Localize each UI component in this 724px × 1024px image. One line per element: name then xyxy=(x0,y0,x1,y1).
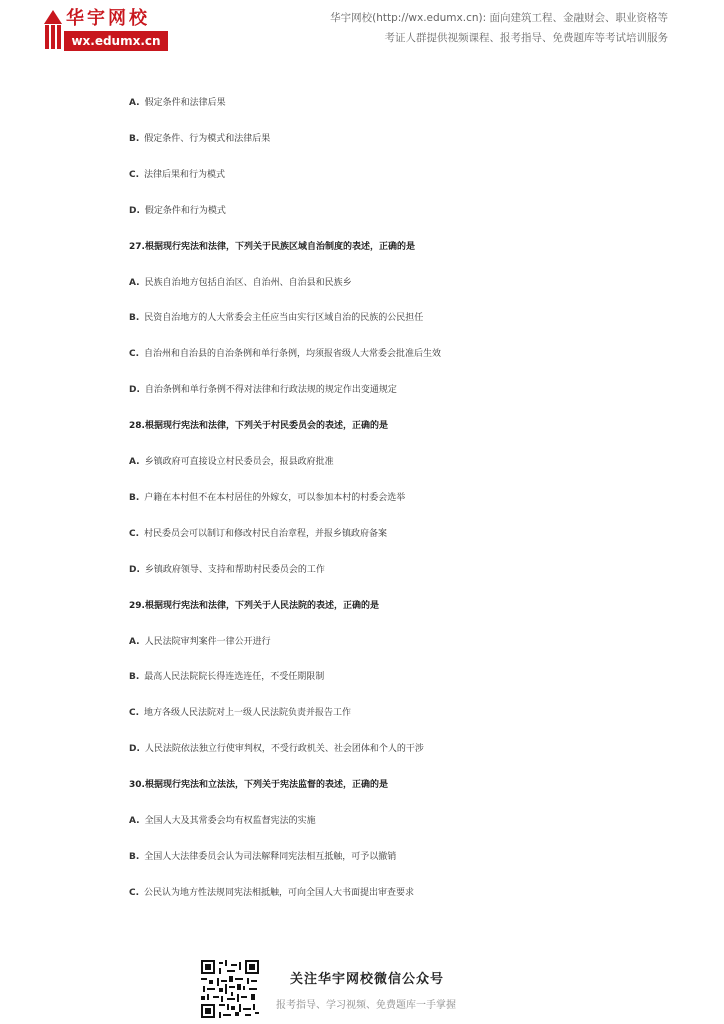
answer-option xyxy=(129,311,423,325)
answer-option xyxy=(129,204,226,218)
header-tagline-1: 华宇网校(http://wx.edumx.cn): 面向建筑工程、金融财会、职业资格等 xyxy=(330,12,668,24)
answer-option xyxy=(129,168,225,182)
option-letter: B. xyxy=(129,852,140,862)
page-header xyxy=(0,0,724,60)
answer-option xyxy=(129,742,424,756)
logo-chinese-name: 华宇网校 xyxy=(66,8,150,29)
option-letter: D. xyxy=(129,744,140,754)
option-text: 乡镇政府领导、支持和帮助村民委员会的工作 xyxy=(144,565,325,575)
answer-option xyxy=(129,132,270,146)
option-letter: A. xyxy=(129,816,140,826)
answer-option xyxy=(129,347,441,361)
option-letter: D. xyxy=(129,565,140,575)
option-text: 自治条例和单行条例不得对法律和行政法规的规定作出变通规定 xyxy=(144,385,397,395)
header-tagline-2: 考证人群提供视频课程、报考指导、免费题库等考试培训服务 xyxy=(384,32,668,44)
option-text: 民族自治地方包括自治区、自治州、自治县和民族乡 xyxy=(144,278,352,288)
question-stem: 28.根据现行宪法和法律，下列关于村民委员会的表述，正确的是 xyxy=(129,421,388,431)
footer-title: 关注华宇网校微信公众号 xyxy=(290,972,445,987)
answer-option xyxy=(129,814,316,828)
answer-option xyxy=(129,886,414,900)
logo-url: wx.edumx.cn xyxy=(64,31,168,51)
pencil-logo-icon xyxy=(42,10,64,50)
option-letter: B. xyxy=(129,672,140,682)
option-letter: D. xyxy=(129,206,140,216)
option-text: 全国人大法律委员会认为司法解释同宪法相互抵触，可予以撤销 xyxy=(144,852,397,862)
option-letter: A. xyxy=(129,637,140,647)
option-text: 法律后果和行为模式 xyxy=(144,170,226,180)
option-text: 地方各级人民法院对上一级人民法院负责并报告工作 xyxy=(144,708,352,718)
option-letter: C. xyxy=(129,708,140,718)
answer-option xyxy=(129,455,334,469)
answer-option xyxy=(129,276,352,290)
answer-option xyxy=(129,527,387,541)
option-text: 假定条件和行为模式 xyxy=(144,206,226,216)
option-letter: B. xyxy=(129,134,140,144)
option-letter: A. xyxy=(129,278,140,288)
option-text: 户籍在本村但不在本村居住的外嫁女，可以参加本村的村委会选举 xyxy=(144,493,406,503)
answer-option xyxy=(129,383,397,397)
option-text: 公民认为地方性法规同宪法相抵触，可向全国人大书面提出审查要求 xyxy=(144,888,415,898)
question-stem: 30.根据现行宪法和立法法，下列关于宪法监督的表述，正确的是 xyxy=(129,780,388,790)
option-text: 民资自治地方的人大常委会主任应当由实行区域自治的民族的公民担任 xyxy=(144,313,424,323)
qr-code-icon xyxy=(201,960,259,1018)
answer-option xyxy=(129,491,405,505)
option-letter: D. xyxy=(129,385,140,395)
answer-option xyxy=(129,670,324,684)
page-footer xyxy=(0,952,724,1024)
option-letter: C. xyxy=(129,170,140,180)
option-letter: C. xyxy=(129,349,140,359)
option-text: 村民委员会可以制订和修改村民自治章程，并报乡镇政府备案 xyxy=(144,529,388,539)
answer-option xyxy=(129,563,325,577)
option-letter: B. xyxy=(129,313,140,323)
answer-option xyxy=(129,850,396,864)
option-letter: A. xyxy=(129,98,140,108)
option-text: 假定条件、行为模式和法律后果 xyxy=(144,134,271,144)
option-text: 自治州和自治县的自治条例和单行条例，均须报省级人大常委会批准后生效 xyxy=(144,349,442,359)
option-text: 人民法院审判案件一律公开进行 xyxy=(144,637,271,647)
option-text: 人民法院依法独立行使审判权，不受行政机关、社会团体和个人的干涉 xyxy=(144,744,424,754)
footer-subtitle: 报考指导、学习视频、免费题库一手掌握 xyxy=(276,1000,456,1011)
option-text: 全国人大及其常委会均有权监督宪法的实施 xyxy=(144,816,316,826)
option-letter: A. xyxy=(129,457,140,467)
site-logo[interactable] xyxy=(42,8,168,52)
answer-option xyxy=(129,635,271,649)
answer-option xyxy=(129,96,226,110)
option-text: 假定条件和法律后果 xyxy=(144,98,226,108)
option-letter: C. xyxy=(129,888,140,898)
option-text: 最高人民法院院长得连选连任，不受任期限制 xyxy=(144,672,325,682)
question-stem: 27.根据现行宪法和法律，下列关于民族区域自治制度的表述，正确的是 xyxy=(129,242,415,252)
option-letter: C. xyxy=(129,529,140,539)
question-stem: 29.根据现行宪法和法律，下列关于人民法院的表述，正确的是 xyxy=(129,601,379,611)
answer-option xyxy=(129,706,351,720)
option-text: 乡镇政府可直接设立村民委员会，报县政府批准 xyxy=(144,457,334,467)
option-letter: B. xyxy=(129,493,140,503)
